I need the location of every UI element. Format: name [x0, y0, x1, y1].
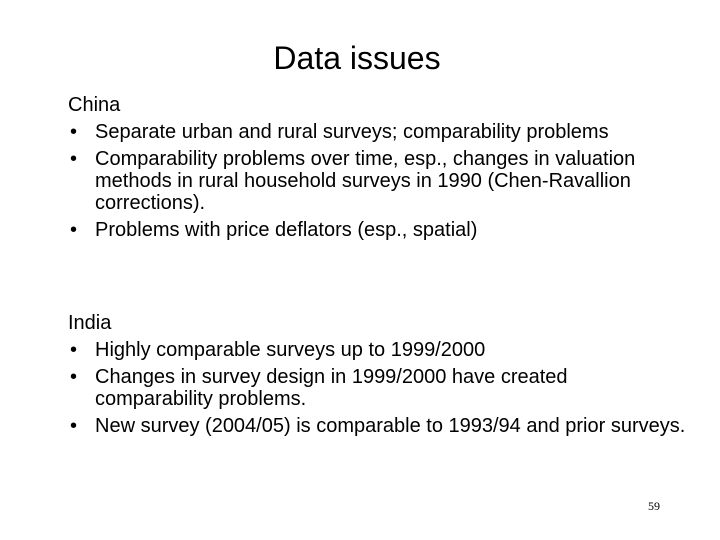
- page-number: 59: [648, 499, 660, 513]
- bullet-item: [68, 366, 688, 410]
- bullet-icon: •: [70, 415, 78, 437]
- bullet-text: Problems with price deflators (esp., spatial): [95, 219, 478, 241]
- bullet-icon: •: [70, 148, 78, 170]
- section-india: [68, 312, 688, 442]
- bullet-item: [68, 415, 688, 437]
- bullet-text: Comparability problems over time, esp., changes in valuation methods in rural household surveys in 1990 (Chen-Ravallion corrections).: [95, 148, 636, 214]
- section-heading: China: [68, 94, 121, 116]
- section-heading: India: [68, 312, 112, 334]
- bullet-list: [68, 339, 688, 437]
- bullet-icon: •: [70, 219, 78, 241]
- bullet-icon: •: [70, 121, 78, 143]
- bullet-list: [68, 121, 688, 241]
- bullet-icon: •: [70, 366, 78, 388]
- slide-title: Data issues: [273, 40, 441, 76]
- bullet-text: Separate urban and rural surveys; comparability problems: [95, 121, 609, 143]
- bullet-item: [68, 339, 688, 361]
- bullet-text: Changes in survey design in 1999/2000 have created comparability problems.: [95, 366, 568, 410]
- bullet-icon: •: [70, 339, 78, 361]
- bullet-item: [68, 219, 688, 241]
- bullet-item: [68, 121, 688, 143]
- section-china: [68, 94, 688, 246]
- bullet-item: [68, 148, 688, 214]
- bullet-text: Highly comparable surveys up to 1999/2000: [95, 339, 486, 361]
- bullet-text: New survey (2004/05) is comparable to 1993/94 and prior surveys.: [95, 415, 686, 437]
